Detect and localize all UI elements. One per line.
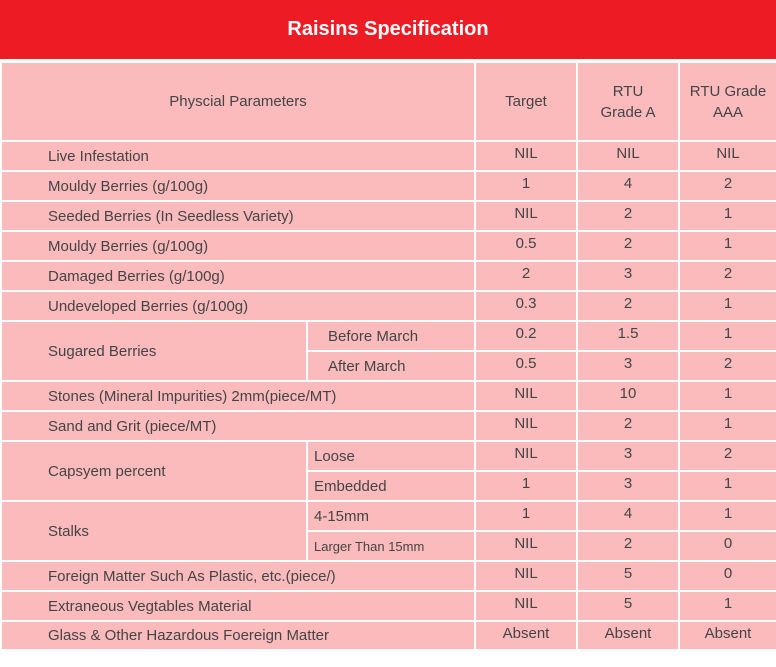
table-row (1, 441, 776, 471)
target-cell: NIL (475, 141, 577, 171)
grade-aaa-cell: 1 (679, 471, 776, 501)
target-cell: NIL (475, 531, 577, 561)
target-cell: Absent (475, 621, 577, 650)
grade-a-cell: 2 (577, 531, 679, 561)
header-grade-a: RTU Grade A (577, 62, 679, 141)
grade-aaa-cell: 1 (679, 231, 776, 261)
param-cell: Foreign Matter Such As Plastic, etc.(piece/) (1, 561, 475, 591)
sub-param-cell: Embedded (307, 471, 475, 501)
grade-aaa-cell: 0 (679, 531, 776, 561)
table-row (1, 381, 776, 411)
target-cell: NIL (475, 591, 577, 621)
param-cell: Seeded Berries (In Seedless Variety) (1, 201, 475, 231)
table-row (1, 201, 776, 231)
target-cell: NIL (475, 441, 577, 471)
target-cell: 0.5 (475, 351, 577, 381)
page-title: Raisins Specification (0, 0, 776, 59)
grade-a-cell: 2 (577, 201, 679, 231)
param-cell: Capsyem percent (1, 441, 307, 501)
grade-aaa-cell: 1 (679, 501, 776, 531)
sub-param-cell: Before March (307, 321, 475, 351)
grade-a-cell: 4 (577, 501, 679, 531)
param-cell: Undeveloped Berries (g/100g) (1, 291, 475, 321)
grade-a-cell: 1.5 (577, 321, 679, 351)
grade-a-cell: 3 (577, 471, 679, 501)
table-row (1, 411, 776, 441)
grade-a-cell: 5 (577, 591, 679, 621)
target-cell: 1 (475, 501, 577, 531)
grade-aaa-cell: Absent (679, 621, 776, 650)
header-param: Physcial Parameters (1, 62, 475, 141)
target-cell: 2 (475, 261, 577, 291)
grade-aaa-cell: 0 (679, 561, 776, 591)
table-row (1, 141, 776, 171)
target-cell: 0.5 (475, 231, 577, 261)
param-cell: Stones (Mineral Impurities) 2mm(piece/MT) (1, 381, 475, 411)
grade-a-cell: 3 (577, 261, 679, 291)
grade-aaa-cell: 2 (679, 351, 776, 381)
grade-aaa-cell: 1 (679, 291, 776, 321)
grade-aaa-cell: 1 (679, 321, 776, 351)
grade-a-cell: 2 (577, 231, 679, 261)
target-cell: NIL (475, 381, 577, 411)
param-cell: Live Infestation (1, 141, 475, 171)
param-cell: Damaged Berries (g/100g) (1, 261, 475, 291)
sub-param-cell: After March (307, 351, 475, 381)
grade-a-cell: 3 (577, 351, 679, 381)
param-cell: Glass & Other Hazardous Foereign Matter (1, 621, 475, 650)
grade-aaa-cell: 2 (679, 441, 776, 471)
grade-a-cell: 5 (577, 561, 679, 591)
param-cell: Extraneous Vegtables Material (1, 591, 475, 621)
param-cell: Sand and Grit (piece/MT) (1, 411, 475, 441)
grade-aaa-cell: NIL (679, 141, 776, 171)
header-grade-aaa: RTU Grade AAA (679, 62, 776, 141)
grade-aaa-cell: 1 (679, 591, 776, 621)
grade-a-cell: 2 (577, 411, 679, 441)
grade-aaa-cell: 1 (679, 411, 776, 441)
param-cell: Mouldy Berries (g/100g) (1, 171, 475, 201)
sub-param-cell: Larger Than 15mm (307, 531, 475, 561)
param-cell: Sugared Berries (1, 321, 307, 381)
target-cell: NIL (475, 201, 577, 231)
table-row (1, 561, 776, 591)
grade-a-cell: 3 (577, 441, 679, 471)
header-target: Target (475, 62, 577, 141)
grade-a-cell: 2 (577, 291, 679, 321)
table-row (1, 261, 776, 291)
target-cell: NIL (475, 561, 577, 591)
param-cell: Stalks (1, 501, 307, 561)
table-header-row (1, 62, 776, 141)
grade-aaa-cell: 1 (679, 201, 776, 231)
target-cell: 1 (475, 171, 577, 201)
table-row (1, 621, 776, 650)
grade-aaa-cell: 1 (679, 381, 776, 411)
spec-table (0, 61, 776, 651)
target-cell: 1 (475, 471, 577, 501)
grade-a-cell: 10 (577, 381, 679, 411)
target-cell: 0.3 (475, 291, 577, 321)
grade-a-cell: Absent (577, 621, 679, 650)
table-row (1, 591, 776, 621)
table-row (1, 321, 776, 351)
target-cell: 0.2 (475, 321, 577, 351)
target-cell: NIL (475, 411, 577, 441)
param-cell: Mouldy Berries (g/100g) (1, 231, 475, 261)
grade-a-cell: 4 (577, 171, 679, 201)
grade-aaa-cell: 2 (679, 171, 776, 201)
sub-param-cell: 4-15mm (307, 501, 475, 531)
grade-a-cell: NIL (577, 141, 679, 171)
table-row (1, 501, 776, 531)
table-row (1, 231, 776, 261)
sub-param-cell: Loose (307, 441, 475, 471)
grade-aaa-cell: 2 (679, 261, 776, 291)
table-row (1, 171, 776, 201)
table-row (1, 291, 776, 321)
